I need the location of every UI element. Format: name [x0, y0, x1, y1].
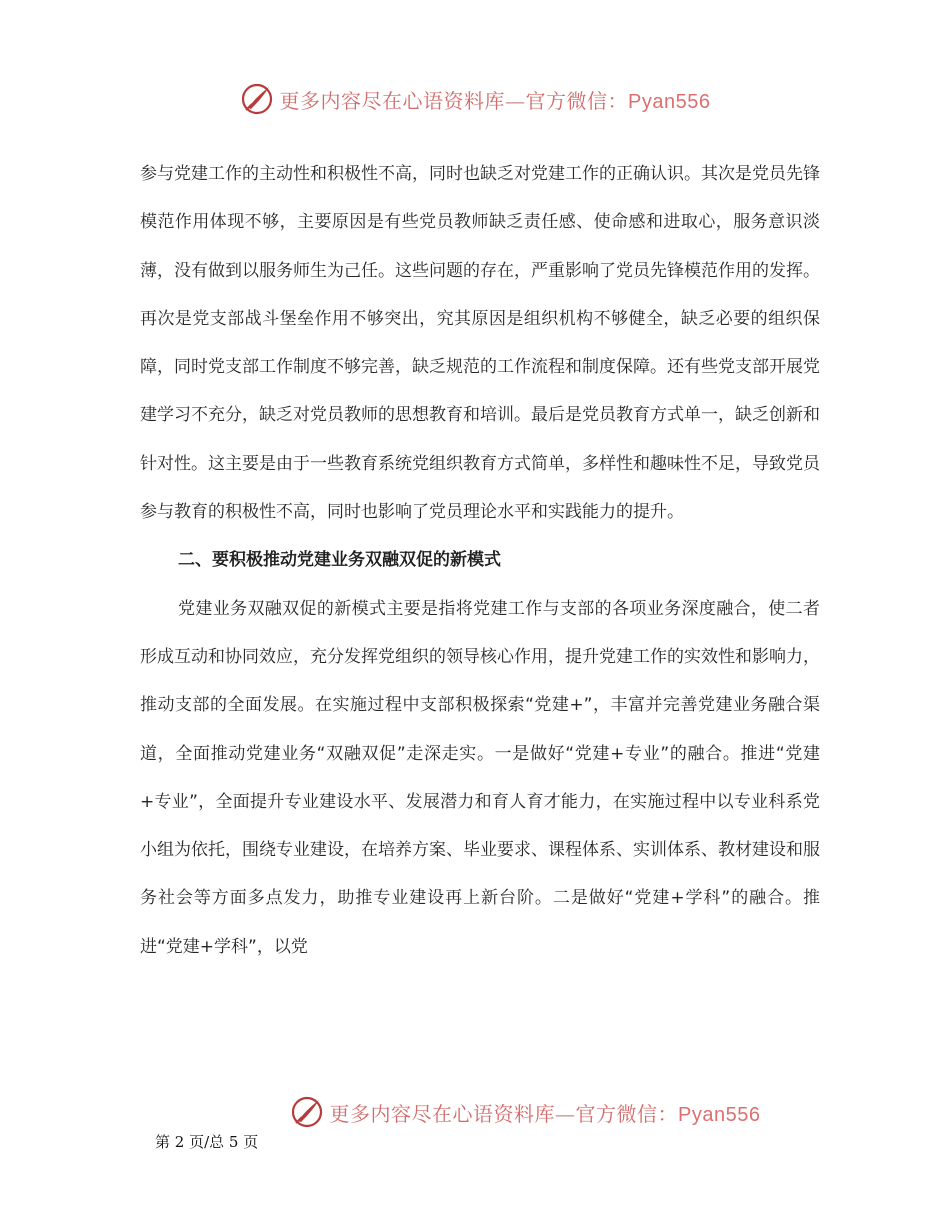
header-watermark: [0, 82, 950, 116]
footer-watermark: [50, 1095, 950, 1129]
body-paragraph-1: 参与党建工作的主动性和积极性不高，同时也缺乏对党建工作的正确认识。其次是党员先锋模范作用体现不够，主要原因是有些党员教师缺乏责任感、使命感和进取心，服务意识淡薄，没有做到以服务师生为己任。这些问题的存在，严重影响了党员先锋模范作用的发挥。再次是党支部战斗堡垒作用不够突出，究其原因是组织机构不够健全，缺乏必要的组织保障，同时党支部工作制度不够完善，缺乏规范的工作流程和制度保障。还有些党支部开展党建学习不充分，缺乏对党员教师的思想教育和培训。最后是党员教育方式单一，缺乏创新和针对性。这主要是由于一些教育系统党组织教育方式简单，多样性和趣味性不足，导致党员参与教育的积极性不高，同时也影响了党员理论水平和实践能力的提升。: [140, 164, 820, 523]
watermark-separator: —: [505, 88, 526, 113]
watermark-wechat-label: 官方微信：: [575, 1101, 679, 1126]
watermark-title: 更多内容尽在心语资料库: [279, 88, 506, 113]
document-body: [140, 150, 820, 971]
watermark-text: [330, 1098, 761, 1127]
body-paragraph-2: 党建业务双融双促的新模式主要是指将党建工作与支部的各项业务深度融合，使二者形成互动和协同效应，充分发挥党组织的领导核心作用，提升党建工作的实效性和影响力，推动支部的全面发展。在实施过程中支部积极探索“党建+”，丰富并完善党建业务融合渠道，全面推动党建业务“双融双促”走深走实。一是做好“党建+专业”的融合。推进“党建+专业”，全面提升专业建设水平、发展潜力和育人育才能力，在实施过程中以专业科系党小组为依托，围绕专业建设，在培养方案、毕业要求、课程体系、实训体系、教材建设和服务社会等方面多点发力，助推专业建设再上新台阶。二是做好“党建+学科”的融合。推进“党建+学科”，以党: [140, 598, 820, 957]
watermark-title: 更多内容尽在心语资料库: [329, 1101, 556, 1126]
page-number: 第 2 页/总 5 页: [155, 1133, 259, 1151]
watermark-text: [280, 85, 711, 114]
watermark-wechat-id: Pyan556: [628, 90, 711, 113]
watermark-separator: —: [555, 1101, 576, 1126]
quill-circle-logo-icon: [240, 82, 274, 116]
watermark-wechat-label: 官方微信：: [525, 88, 629, 113]
section-heading: 二、要积极推动党建业务双融双促的新模式: [178, 550, 501, 571]
quill-circle-logo-icon: [290, 1095, 324, 1129]
watermark-wechat-id: Pyan556: [678, 1103, 761, 1126]
